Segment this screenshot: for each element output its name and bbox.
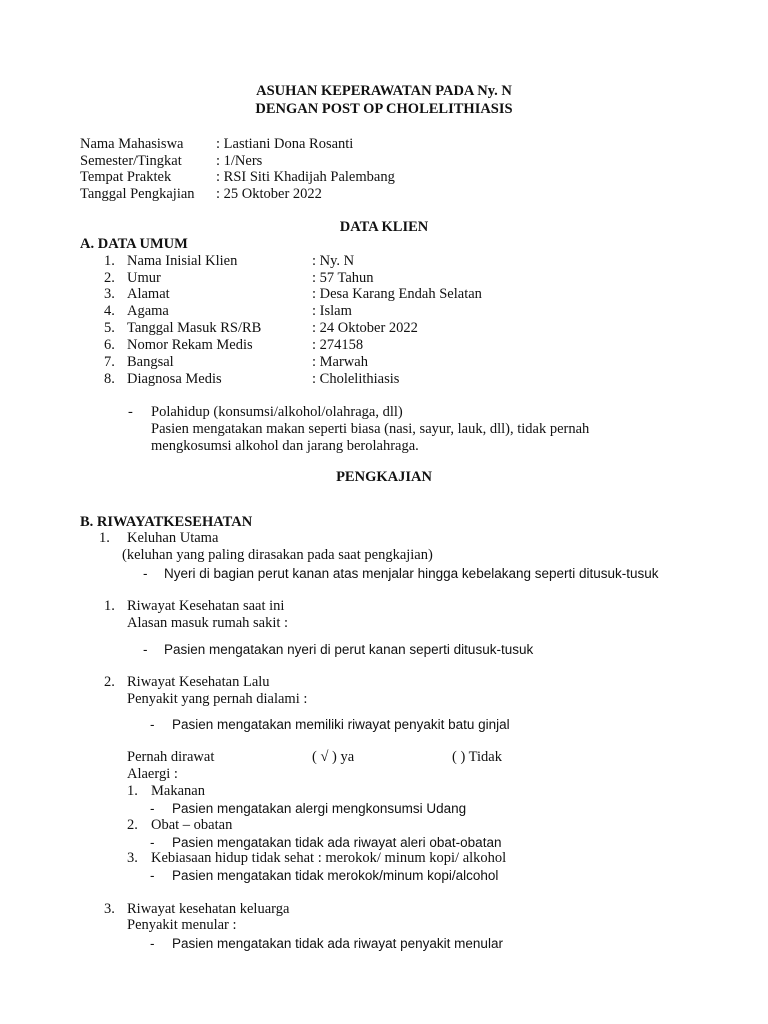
field-value: : 24 Oktober 2022	[312, 320, 418, 336]
bullet-dash: -	[150, 936, 155, 951]
riwayat-keluarga-item: Pasien mengatakan tidak ada riwayat penyakit menular	[172, 936, 503, 951]
list-item-number: 3.	[127, 850, 138, 866]
bullet-dash: -	[128, 404, 133, 420]
keluhan-utama-item: Nyeri di bagian perut kanan atas menjalar hingga kebelakang seperti ditusuk-tusuk	[164, 566, 659, 581]
list-item-number: 7.	[104, 354, 115, 370]
field-label: Agama	[127, 303, 169, 319]
field-label: Diagnosa Medis	[127, 371, 222, 387]
alergi-makanan-item: Pasien mengatakan alergi mengkonsumsi Udang	[172, 801, 467, 816]
polahidup-text-line2: mengkosumsi alkohol dan jarang berolahraga.	[151, 438, 419, 454]
bullet-dash: -	[143, 566, 148, 581]
bullet-dash: -	[150, 801, 155, 816]
field-value: : Ny. N	[312, 253, 355, 269]
riwayat-keluarga-subtitle: Penyakit menular :	[127, 917, 237, 933]
list-item-number: 4.	[104, 303, 115, 319]
assessment-date-label: Tanggal Pengkajian	[80, 186, 195, 202]
riwayat-kesehatan-heading: B. RIWAYATKESEHATAN	[80, 514, 253, 530]
field-label: Nama Inisial Klien	[127, 253, 238, 269]
field-label: Bangsal	[127, 354, 174, 370]
list-item-number: 3.	[104, 901, 115, 917]
assessment-date-value: : 25 Oktober 2022	[216, 186, 322, 202]
student-name-value: : Lastiani Dona Rosanti	[216, 136, 354, 152]
riwayat-lalu-title: Riwayat Kesehatan Lalu	[127, 674, 270, 690]
kebiasaan-item: Pasien mengatakan tidak merokok/minum kopi/alcohol	[172, 868, 499, 883]
riwayat-saat-ini-title: Riwayat Kesehatan saat ini	[127, 598, 285, 614]
keluhan-utama-title: Keluhan Utama	[127, 530, 219, 546]
field-label: Nomor Rekam Medis	[127, 337, 253, 353]
pernah-dirawat-label: Pernah dirawat	[127, 749, 215, 765]
field-value: : 57 Tahun	[312, 270, 374, 286]
doc-title-line2: DENGAN POST OP CHOLELITHIASIS	[255, 101, 513, 117]
bullet-dash: -	[143, 642, 148, 657]
data-klien-heading: DATA KLIEN	[339, 219, 429, 235]
list-item-number: 6.	[104, 337, 115, 353]
alergi-makanan-title: Makanan	[151, 783, 205, 799]
semester-label: Semester/Tingkat	[80, 153, 182, 169]
riwayat-keluarga-title: Riwayat kesehatan keluarga	[127, 901, 290, 917]
field-label: Tanggal Masuk RS/RB	[127, 320, 262, 336]
bullet-dash: -	[150, 868, 155, 883]
list-item-number: 1.	[104, 598, 115, 614]
riwayat-lalu-subtitle: Penyakit yang pernah dialami :	[127, 691, 308, 707]
list-item-number: 2.	[104, 674, 115, 690]
list-item-number: 3.	[104, 286, 115, 302]
polahidup-title: Polahidup (konsumsi/alkohol/olahraga, dll)	[151, 404, 403, 420]
list-item-number: 1.	[104, 253, 115, 269]
doc-title-line1: ASUHAN KEPERAWATAN PADA Ny. N	[256, 83, 512, 99]
list-item-number: 2.	[104, 270, 115, 286]
field-value: : Marwah	[312, 354, 368, 370]
riwayat-lalu-item: Pasien mengatakan memiliki riwayat penyakit batu ginjal	[172, 717, 510, 732]
pernah-dirawat-tidak: ( ) Tidak	[452, 749, 502, 765]
riwayat-saat-ini-item: Pasien mengatakan nyeri di perut kanan seperti ditusuk-tusuk	[164, 642, 534, 657]
field-value: : 274158	[312, 337, 364, 353]
bullet-dash: -	[150, 835, 155, 850]
bullet-dash: -	[150, 717, 155, 732]
keluhan-utama-subtitle: (keluhan yang paling dirasakan pada saat pengkajian)	[122, 547, 433, 563]
polahidup-text-line1: Pasien mengatakan makan seperti biasa (nasi, sayur, lauk, dll), tidak pernah	[151, 421, 590, 437]
semester-value: : 1/Ners	[216, 153, 263, 169]
pernah-dirawat-ya: ( √ ) ya	[312, 749, 355, 765]
alergi-obat-item: Pasien mengatakan tidak ada riwayat aleri obat-obatan	[172, 835, 502, 850]
field-label: Umur	[127, 270, 161, 286]
riwayat-saat-ini-subtitle: Alasan masuk rumah sakit :	[127, 615, 289, 631]
practice-place-label: Tempat Praktek	[80, 169, 172, 185]
list-item-number: 1.	[127, 783, 138, 799]
list-item-number: 8.	[104, 371, 115, 387]
field-value: : Desa Karang Endah Selatan	[312, 286, 482, 302]
field-value: : Islam	[312, 303, 352, 319]
field-value: : Cholelithiasis	[312, 371, 400, 387]
field-label: Alamat	[127, 286, 170, 302]
list-item-number: 5.	[104, 320, 115, 336]
kebiasaan-title: Kebiasaan hidup tidak sehat : merokok/ minum kopi/ alkohol	[151, 850, 507, 866]
list-item-number: 2.	[127, 817, 138, 833]
list-item-number: 1.	[99, 530, 110, 546]
alergi-label: Alaergi :	[127, 766, 178, 782]
practice-place-value: : RSI Siti Khadijah Palembang	[216, 169, 395, 185]
student-name-label: Nama Mahasiswa	[80, 136, 184, 152]
pengkajian-heading: PENGKAJIAN	[336, 469, 432, 485]
data-umum-heading: A. DATA UMUM	[80, 236, 188, 252]
alergi-obat-title: Obat – obatan	[151, 817, 233, 833]
